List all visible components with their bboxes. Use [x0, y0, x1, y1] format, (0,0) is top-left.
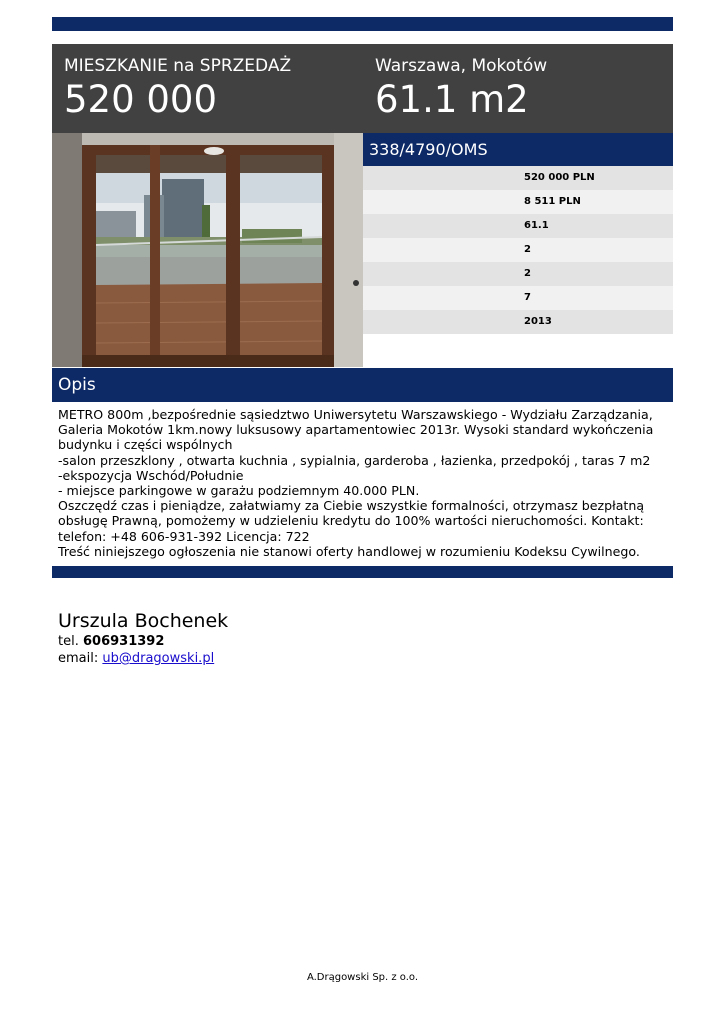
description-line: Galeria Mokotów 1km.nowy luksusowy apartamentowiec 2013r. Wysoki standard wykończenia [58, 422, 654, 438]
detail-row: 7 [363, 286, 673, 310]
agent-email-link[interactable]: ub@dragowski.pl [102, 651, 215, 666]
description-line: Treść niniejszego ogłoszenia nie stanowi oferty handlowej w rozumieniu Kodeksu Cywilnego. [58, 543, 640, 559]
agent-phone: 606931392 [82, 634, 165, 649]
listing-details [363, 133, 673, 334]
header-left [64, 55, 291, 122]
agent-phone-line [58, 633, 228, 650]
detail-row: 2 [363, 238, 673, 262]
detail-row: 8 511 PLN [363, 190, 673, 214]
listing-reference: 338/4790/OMS [363, 133, 673, 166]
area: 61.1 m2 [375, 78, 529, 121]
description-line: budynku i części wspólnych [58, 437, 233, 453]
description-heading: Opis [58, 375, 96, 395]
detail-row: 2 [363, 262, 673, 286]
location: Warszawa, Mokotów [375, 56, 548, 76]
description-line: obsługę Prawną, pomożemy w udzieleniu kredytu do 100% wartości nieruchomości. Kontakt: [58, 513, 644, 529]
detail-row: 61.1 [363, 214, 673, 238]
description-line: -ekspozycja Wschód/Południe [58, 467, 244, 483]
agent-name: Urszula Bochenek [58, 610, 229, 632]
description-line: -salon przeszklony , otwarta kuchnia , sypialnia, garderoba , łazienka, przedpokój , taras 7 m2 [58, 452, 651, 468]
description-line: Oszczędź czas i pieniądze, załatwiamy za Ciebie wszystkie formalności, otrzymasz bezpłatną [58, 498, 645, 514]
bottom-accent-bar [52, 566, 673, 578]
price: 520 000 [64, 78, 218, 121]
header-right [375, 55, 547, 122]
detail-row: 520 000 PLN [363, 166, 673, 190]
description-line: - miejsce parkingowe w garażu podziemnym 40.000 PLN. [58, 483, 420, 499]
description-line: METRO 800m ,bezpośrednie sąsiedztwo Uniwersytetu Warszawskiego - Wydziału Zarządzania, [58, 407, 653, 422]
property-photo [52, 133, 363, 367]
description-text [58, 407, 670, 559]
agent-contact [58, 609, 228, 667]
phone-label: tel. [58, 634, 79, 649]
description-heading-bar [52, 368, 673, 402]
detail-row: 2013 [363, 310, 673, 334]
offer-type: MIESZKANIE na SPRZEDAŻ [64, 56, 292, 76]
agent-email-line [58, 650, 228, 667]
top-accent-bar [52, 17, 673, 31]
footer-company: A.Drągowski Sp. z o.o. [306, 972, 419, 983]
description-line: telefon: +48 606-931-392 Licencja: 722 [58, 528, 310, 544]
email-label: email: [58, 651, 99, 666]
listing-header [52, 44, 673, 133]
